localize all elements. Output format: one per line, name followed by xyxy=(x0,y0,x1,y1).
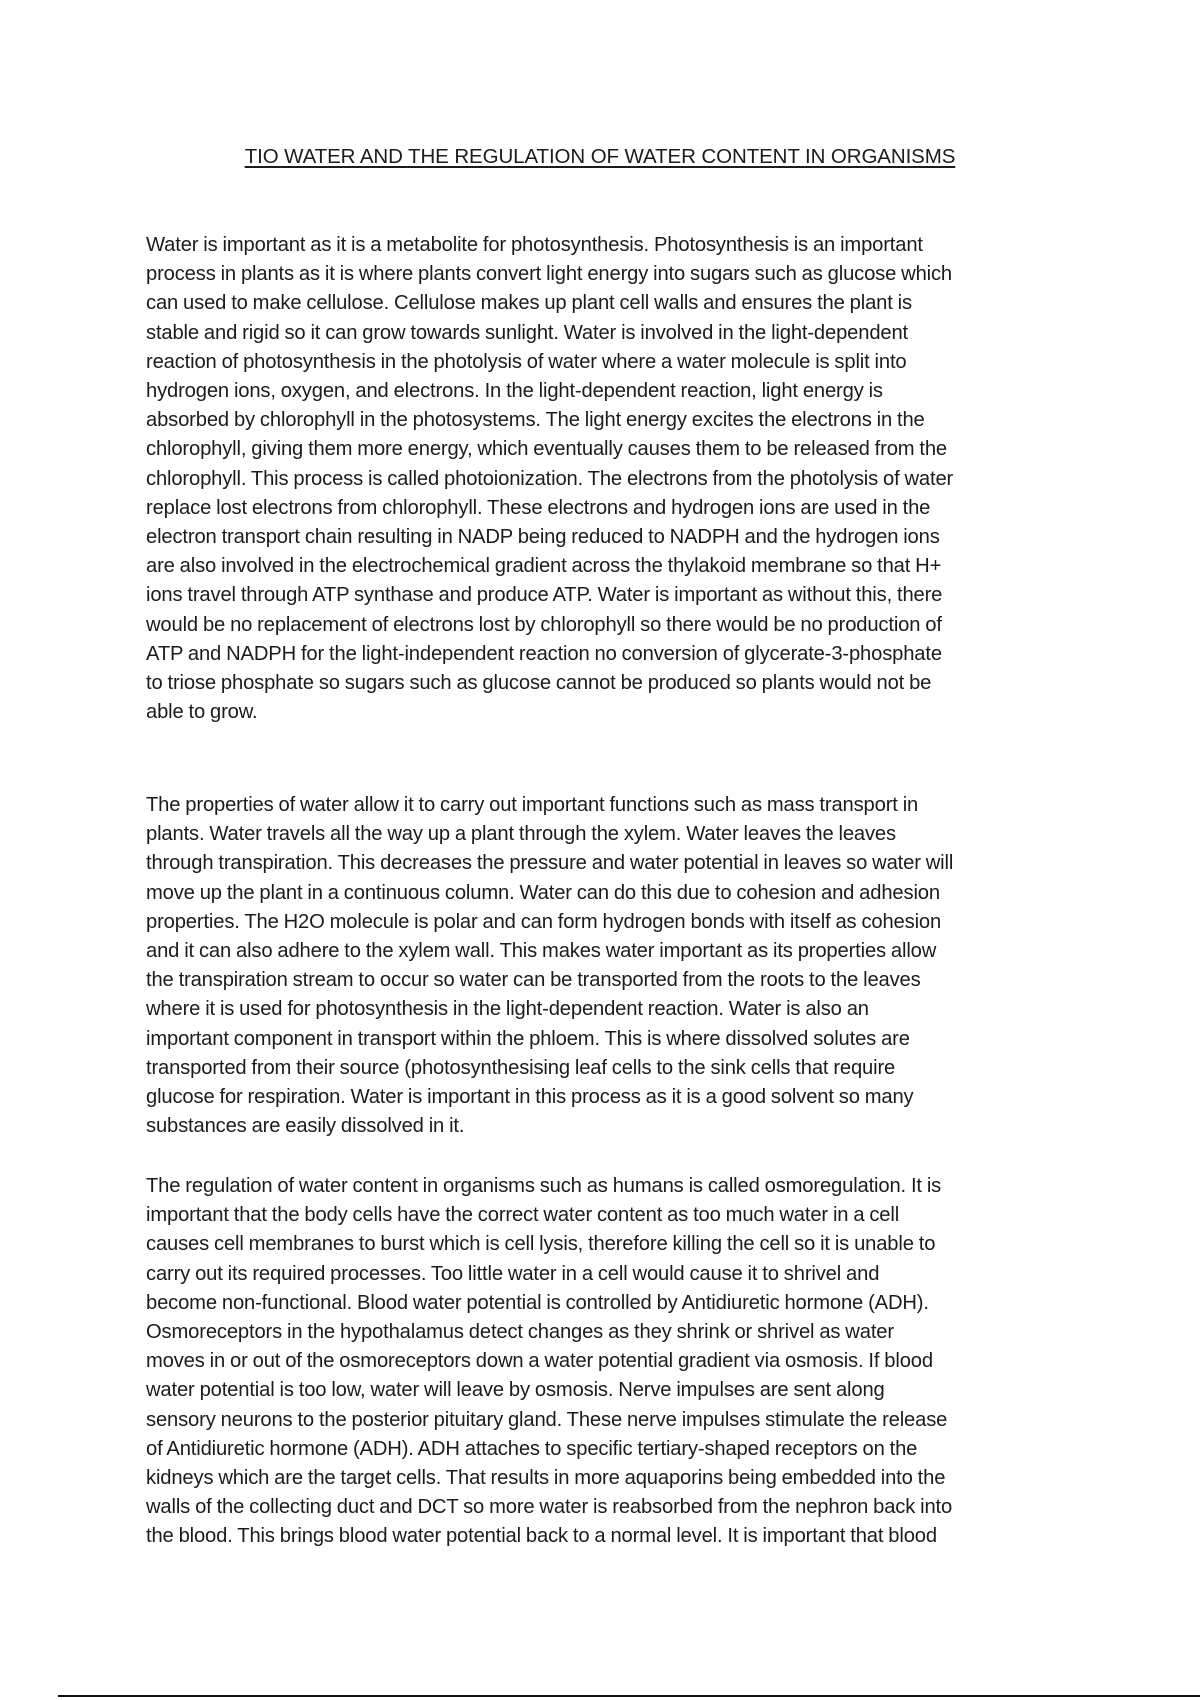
document-title: TIO WATER AND THE REGULATION OF WATER CONTENT IN ORGANISMS xyxy=(244,145,956,168)
paragraph-osmoregulation: The regulation of water content in organisms such as humans is called osmoregulation. It is important that the body cells have the correct water content as too much water in a cell causes cell membranes to burst which is cell lysis, therefore killing the cell so it is unable to carry out its required processes. Too little water in a cell would cause it to shrivel and become non-functional. Blood water potential is controlled by Antidiuretic hormone (ADH). Osmoreceptors in the hypothalamus detect changes as they shrink or shrivel as water moves in or out of the osmoreceptors down a water potential gradient via osmosis. If blood water potential is too low, water will leave by osmosis. Nerve impulses are sent along sensory neurons to the posterior pituitary gland. These nerve impulses stimulate the release of Antidiuretic hormone (ADH). ADH attaches to specific tertiary-shaped receptors on the kidneys which are the target cells. That results in more aquaporins being embedded into the walls of the collecting duct and DCT so more water is reabsorbed from the nephron back into the blood. This brings blood water potential back to a normal level. It is important that blood xyxy=(146,1175,953,1548)
paragraph-water-transport: The properties of water allow it to carry out important functions such as mass transport in plants. Water travels all the way up a plant through the xylem. Water leaves the leaves through transpiration. This decreases the pressure and water potential in leaves so water will move up the plant in a continuous column. Water can do this due to cohesion and adhesion properties. The H2O molecule is polar and can form hydrogen bonds with itself as cohesion and it can also adhere to the xylem wall. This makes water important as its properties allow the transpiration stream to occur so water can be transported from the roots to the leaves where it is used for photosynthesis in the light-dependent reaction. Water is also an important component in transport within the phloem. This is where dissolved solutes are transported from their source (photosynthesising leaf cells to the sink cells that require glucose for respiration. Water is important in this process as it is a good solvent so many substances are easily dissolved in it. xyxy=(146,794,954,1138)
page-bottom-rule xyxy=(58,1695,1200,1697)
paragraph-photosynthesis: Water is important as it is a metabolite for photosynthesis. Photosynthesis is an important process in plants as it is where plants convert light energy into sugars such as glucose which can used to make cellulose. Cellulose makes up plant cell walls and ensures the plant is stable and rigid so it can grow towards sunlight. Water is involved in the light-dependent reaction of photosynthesis in the photolysis of water where a water molecule is split into hydrogen ions, oxygen, and electrons. In the light-dependent reaction, light energy is absorbed by chlorophyll in the photosystems. The light energy excites the electrons in the chlorophyll, giving them more energy, which eventually causes them to be released from the chlorophyll. This process is called photoionization. The electrons from the photolysis of water replace lost electrons from chlorophyll. These electrons and hydrogen ions are used in the electron transport chain resulting in NADP being reduced to NADPH and the hydrogen ions are also involved in the electrochemical gradient across the thylakoid membrane so that H+ ions travel through ATP synthase and produce ATP. Water is important as without this, there would be no replacement of electrons lost by chlorophyll so there would be no production of ATP and NADPH for the light-independent reaction no conversion of glycerate-3-phosphate to triose phosphate so sugars such as glucose cannot be produced so plants would not be able to grow. xyxy=(146,234,954,724)
